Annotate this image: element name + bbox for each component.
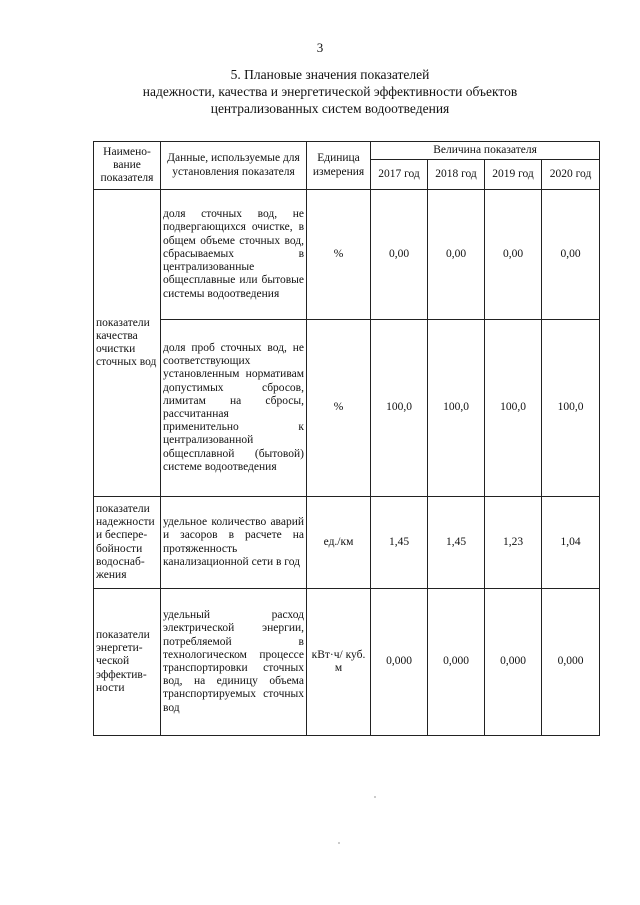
indicator-source-data: удельный расход электрической энергии, потребляемой в технологическом процессе транспортировки сточных вод, на единицу объема транспортируемых сточных вод <box>161 589 307 736</box>
indicators-table <box>93 141 600 736</box>
value-2020: 0,000 <box>542 589 600 736</box>
header-source-data: Данные, используемые для установления показателя <box>161 142 307 190</box>
header-year-2018: 2018 год <box>428 160 485 190</box>
indicator-group-name: показатели качества очистки сточных вод <box>94 190 161 497</box>
page-number: 3 <box>316 40 324 55</box>
indicator-group-name: показатели энергети-ческой эффектив-ности <box>94 589 161 736</box>
value-2020: 100,0 <box>542 320 600 497</box>
value-2019: 1,23 <box>485 497 542 589</box>
indicator-group-name: показатели надежности и беспере-бойности водоснаб-жения <box>94 497 161 589</box>
indicator-source-data: доля проб сточных вод, не соответствующих установленным нормативам допустимых сбросов, лимитам на сбросы, рассчитанная применительно к централизованной общесплавной (бытовой) системе водоотведения <box>161 320 307 497</box>
title-line-2: надежности, качества и энергетической эффективности объектов <box>142 84 518 99</box>
value-2017: 100,0 <box>371 320 428 497</box>
table-row <box>94 190 600 320</box>
indicator-unit: % <box>307 190 371 320</box>
value-2018: 0,000 <box>428 589 485 736</box>
value-2018: 100,0 <box>428 320 485 497</box>
value-2017: 1,45 <box>371 497 428 589</box>
header-year-2019: 2019 год <box>485 160 542 190</box>
header-indicator-value: Величина показателя <box>371 142 600 160</box>
header-year-2017: 2017 год <box>371 160 428 190</box>
table-row <box>94 320 600 497</box>
title-line-3: централизованных систем водоотведения <box>210 101 450 116</box>
header-year-2020: 2020 год <box>542 160 600 190</box>
header-indicator-name: Наимено-вание показателя <box>94 142 161 190</box>
value-2020: 0,00 <box>542 190 600 320</box>
value-2018: 1,45 <box>428 497 485 589</box>
value-2019: 0,00 <box>485 190 542 320</box>
section-title <box>95 66 565 117</box>
table-row <box>94 497 600 589</box>
table-row <box>94 589 600 736</box>
indicator-unit: кВт·ч/ куб. м <box>307 589 371 736</box>
value-2020: 1,04 <box>542 497 600 589</box>
indicator-source-data: удельное количество аварий и засоров в расчете на протяженность канализационной сети в год <box>161 497 307 589</box>
value-2019: 100,0 <box>485 320 542 497</box>
indicator-unit: % <box>307 320 371 497</box>
value-2018: 0,00 <box>428 190 485 320</box>
value-2017: 0,000 <box>371 589 428 736</box>
indicator-unit: ед./км <box>307 497 371 589</box>
scan-speck <box>374 796 376 798</box>
value-2017: 0,00 <box>371 190 428 320</box>
title-line-1: 5. Плановые значения показателей <box>230 67 430 82</box>
value-2019: 0,000 <box>485 589 542 736</box>
header-unit: Единица измерения <box>307 142 371 190</box>
indicator-source-data: доля сточных вод, не подвергающихся очистке, в общем объеме сточных вод, сбрасываемых в централизованные общесплавные или бытовые системы водоотведения <box>161 190 307 320</box>
scan-speck <box>338 842 340 844</box>
